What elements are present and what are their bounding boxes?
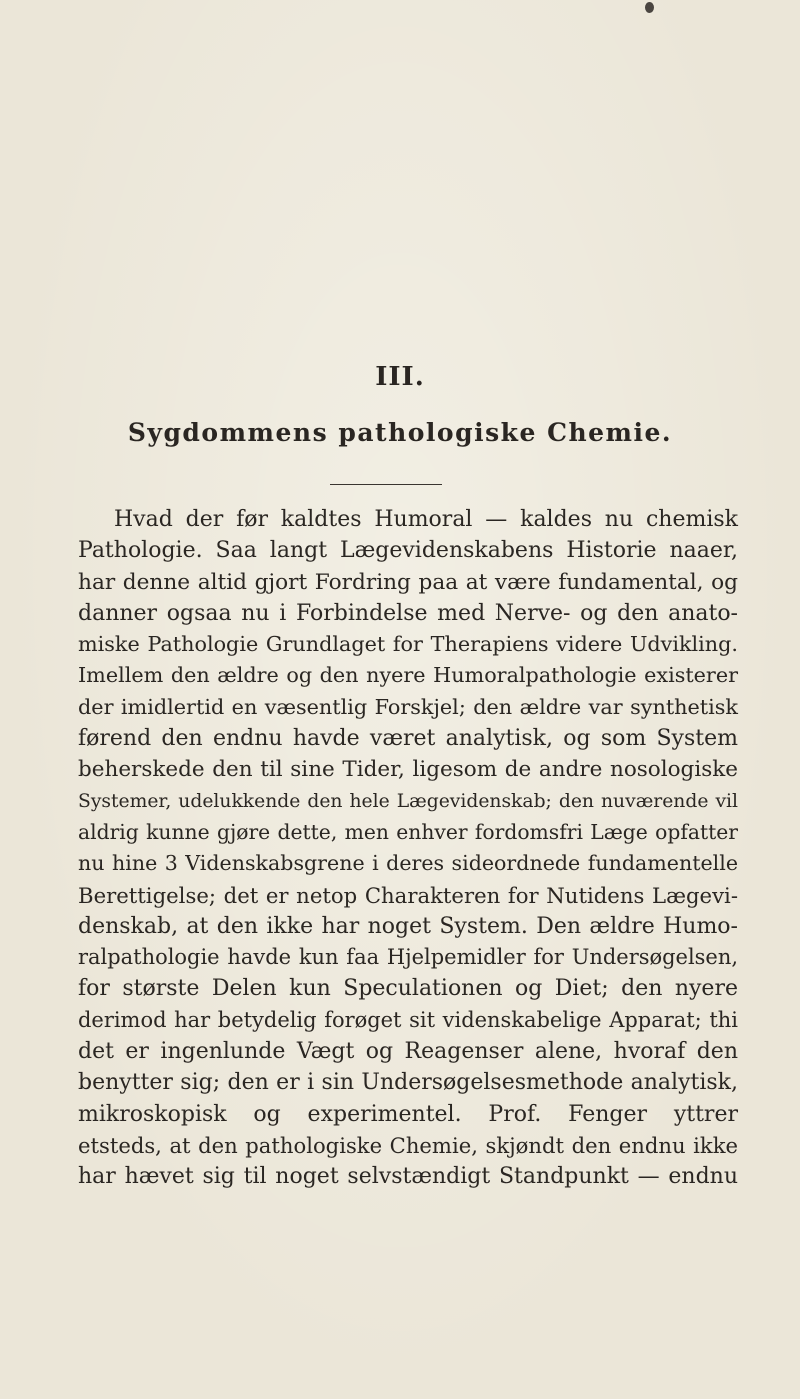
- text-line: derimod har betydelig forøget sit videnskabelige Apparat; thi: [78, 1007, 738, 1032]
- text-line: Hvad der før kaldtes Humoral — kaldes nu chemisk: [114, 507, 738, 532]
- text-line: danner ogsaa nu i Forbindelse med Nerve- og den anato-: [78, 600, 738, 626]
- text-line: mikroskopisk og experimentel. Prof. Fenger yttrer: [78, 1101, 738, 1127]
- text-line: Systemer, udelukkende den hele Lægevidenskab; den nuværende vil: [78, 790, 738, 812]
- text-line: førend den endnu havde været analytisk, og som System: [78, 726, 738, 752]
- text-line: Pathologie. Saa langt Lægevidenskabens Historie naaer,: [78, 538, 738, 564]
- text-line: det er ingenlunde Vægt og Reagenser alene, hvoraf den: [78, 1039, 738, 1065]
- title-divider: [330, 484, 442, 485]
- text-line: ralpathologie havde kun faa Hjelpemidler for Undersøgelsen,: [78, 945, 738, 970]
- body-paragraph: [78, 504, 738, 1193]
- text-line: Berettigelse; det er netop Charakteren for Nutidens Lægevi-: [78, 882, 738, 908]
- text-line: beherskede den til sine Tider, ligesom de andre nosologiske: [78, 757, 738, 783]
- chapter-number: III.: [375, 362, 425, 392]
- text-line: har denne altid gjort Fordring paa at være fundamental, og: [78, 569, 738, 595]
- text-line: Imellem den ældre og den nyere Humoralpathologie existerer: [78, 663, 738, 688]
- text-line: har hævet sig til noget selvstændigt Standpunkt — endnu: [78, 1164, 738, 1190]
- text-line: for største Delen kun Speculationen og Diet; den nyere: [78, 976, 738, 1002]
- text-line: nu hine 3 Videnskabsgrene i deres sideordnede fundamentelle: [78, 851, 738, 876]
- text-line: der imidlertid en væsentlig Forskjel; den ældre var synthetisk: [78, 694, 738, 719]
- text-line: denskab, at den ikke har noget System. Den ældre Humo-: [78, 913, 738, 939]
- text-line: miske Pathologie Grundlaget for Therapiens videre Udvikling.: [78, 632, 738, 657]
- text-line: benytter sig; den er i sin Undersøgelsesmethode analytisk,: [78, 1070, 738, 1096]
- text-line: etsteds, at den pathologiske Chemie, skjøndt den endnu ikke: [78, 1132, 738, 1158]
- text-line: aldrig kunne gjøre dette, men enhver fordomsfri Læge opfatter: [78, 819, 738, 844]
- chapter-title: Sygdommens pathologiske Chemie.: [127, 418, 673, 447]
- ink-spot: [645, 2, 654, 13]
